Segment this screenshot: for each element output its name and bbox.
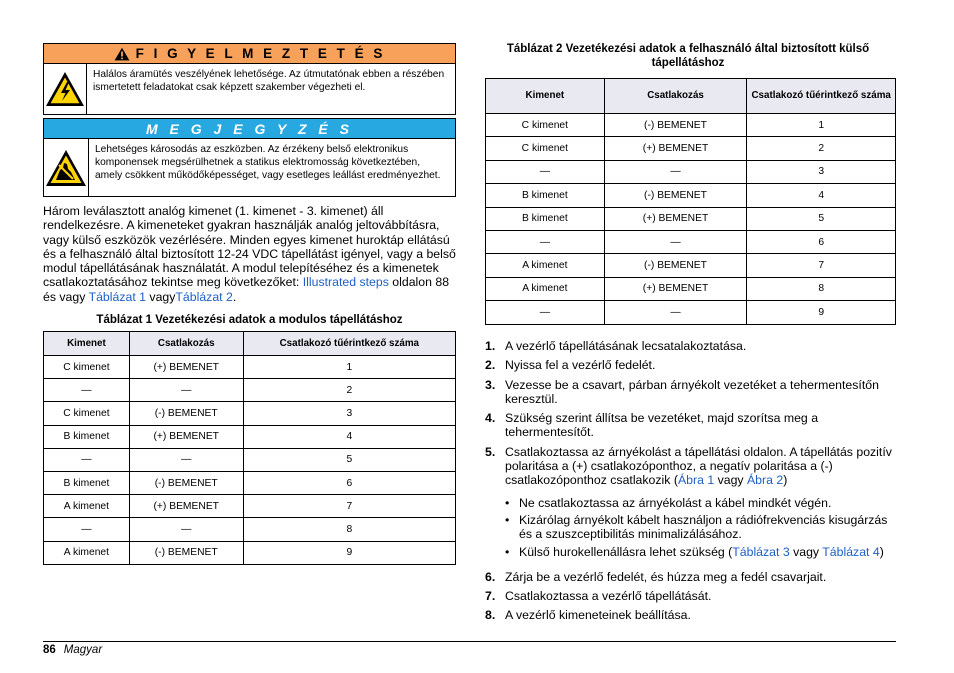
- electric-shock-icon: [44, 64, 87, 114]
- table-row: [486, 301, 896, 324]
- bullet-icon: •: [505, 512, 510, 527]
- table-cell: C kimenet: [44, 356, 130, 379]
- step-number: 4.: [485, 411, 496, 426]
- table-cell: 2: [747, 137, 896, 160]
- table-cell: (+) BEMENET: [129, 425, 243, 448]
- table-cell: 7: [243, 495, 455, 518]
- footer-divider: [43, 641, 896, 642]
- table-cell: (-) BEMENET: [129, 471, 243, 494]
- warning-triangle-icon: [114, 47, 130, 61]
- warning-title: F I G Y E L M E Z T E T É S: [135, 46, 386, 61]
- table-cell: 5: [243, 448, 455, 471]
- table-cell: (+) BEMENET: [604, 137, 747, 160]
- table-cell: (+) BEMENET: [604, 277, 747, 300]
- table-row: [44, 425, 456, 448]
- table1-link[interactable]: Táblázat 1: [88, 289, 146, 304]
- step-mid-text: vagy: [714, 473, 747, 488]
- table1-header-output: Kimenet: [44, 332, 130, 356]
- table-cell: 3: [243, 402, 455, 425]
- table-cell: 8: [243, 518, 455, 541]
- table-cell: B kimenet: [486, 184, 605, 207]
- table-cell: —: [486, 301, 605, 324]
- table-cell: (+) BEMENET: [129, 495, 243, 518]
- warning-box: [43, 43, 456, 115]
- table2-header-pin: Csatlakozó tűérintkező száma: [747, 79, 896, 114]
- step-item: [485, 378, 899, 407]
- page-footer: [43, 644, 102, 656]
- step-number: 6.: [485, 569, 496, 584]
- bullet-end: ): [879, 544, 884, 559]
- table-cell: 2: [243, 379, 455, 402]
- table-row: [486, 277, 896, 300]
- bullet-text: Kizárólag árnyékolt kábelt használjon a rádiófrekvenciás kisugárzás és a szuszceptibilitás minimalizálásához.: [519, 512, 888, 542]
- note-title: M E G J E G Y Z É S: [146, 120, 353, 137]
- table-cell: (-) BEMENET: [129, 541, 243, 564]
- table1-header-connection: Csatlakozás: [129, 332, 243, 356]
- table3-link[interactable]: Táblázat 3: [732, 544, 790, 559]
- step-text: Csatlakoztassa az árnyékolást a tápellátási oldalon. A tápellátás pozitív polaritása a (+) csatlakozóponthoz, a negatív polaritása a (-) csatlakozóponthoz csatlakozik (: [505, 444, 892, 488]
- table2-caption: Táblázat 2 Vezetékezési adatok a felhasználó által biztosított külső tápellátáshoz: [506, 43, 870, 69]
- bullet-mid: vagy: [789, 544, 823, 559]
- warning-text: Halálos áramütés veszélyének lehetősége. Az útmutatónak ebben a részében ismertetett feladatokat csak képzett szakember végezheti el.: [93, 69, 445, 94]
- table-row: [44, 518, 456, 541]
- table-cell: A kimenet: [44, 541, 130, 564]
- step-text: Csatlakoztassa a vezérlő tápellátását.: [505, 589, 712, 604]
- table1-header-pin: Csatlakozó tűérintkező száma: [243, 332, 455, 356]
- table-cell: B kimenet: [44, 425, 130, 448]
- bullet-text: Külső hurokellenállásra lehet szükség (: [519, 544, 733, 559]
- step-end-text: ): [783, 473, 788, 488]
- step-text: Vezesse be a csavart, párban árnyékolt vezetéket a tehermentesítőn keresztül.: [505, 377, 879, 406]
- table-cell: 1: [747, 114, 896, 137]
- table-row: [44, 541, 456, 564]
- table-cell: C kimenet: [486, 114, 605, 137]
- intro-end: .: [232, 289, 237, 304]
- step-text: A vezérlő kimeneteinek beállítása.: [505, 608, 691, 623]
- table-cell: —: [129, 448, 243, 471]
- step-item: [485, 589, 899, 603]
- table-row: [44, 379, 456, 402]
- table-row: [486, 114, 896, 137]
- table-row: [44, 495, 456, 518]
- table-row: [44, 356, 456, 379]
- shield-notes-list: [505, 496, 899, 559]
- footer-language: Magyar: [63, 644, 103, 656]
- table1: [43, 331, 456, 565]
- table-cell: —: [604, 230, 747, 253]
- table-cell: A kimenet: [44, 495, 130, 518]
- warning-header: [44, 44, 455, 64]
- table-cell: C kimenet: [44, 402, 130, 425]
- table-cell: 4: [747, 184, 896, 207]
- step-text: A vezérlő tápellátásának lecsatalakoztatása.: [505, 339, 747, 353]
- figure2-link[interactable]: Ábra 2: [746, 473, 784, 488]
- figure1-link[interactable]: Ábra 1: [677, 473, 715, 488]
- table2-header-connection: Csatlakozás: [604, 79, 747, 114]
- step-item: [485, 445, 899, 565]
- step-item: [485, 358, 899, 372]
- bullet-icon: •: [505, 495, 510, 510]
- table-cell: 9: [747, 301, 896, 324]
- step-item: [485, 411, 899, 440]
- table2-header-output: Kimenet: [486, 79, 605, 114]
- table-row: [486, 230, 896, 253]
- bullet-item: [505, 545, 899, 559]
- intro-text: Három leválasztott analóg kimenet (1. kimenet - 3. kimenet) áll rendelkezésre. A kimeneteket gyakran használják analóg jeltovábbításra, vagy külső eszközök vezérlésére. Minden egyes kimenet huroktáp ellátású és a felhasználó által biztosított 12-24 VDC tápellátást igényel, vagy a belső modul tápellátásának használatát. A modul telepítéséhez és a kimenetek csatlakoztatásához tekintse meg következőket:: [43, 204, 456, 290]
- table-row: [44, 402, 456, 425]
- table-cell: (+) BEMENET: [129, 356, 243, 379]
- bullet-icon: •: [505, 544, 510, 559]
- table-cell: 9: [243, 541, 455, 564]
- table-row: [486, 160, 896, 183]
- table-row: [486, 254, 896, 277]
- table-cell: (+) BEMENET: [604, 207, 747, 230]
- step-text: Nyissa fel a vezérlő fedelét.: [505, 358, 656, 373]
- table-cell: 6: [243, 471, 455, 494]
- table1-caption: Táblázat 1 Vezetékezési adatok a modulos tápellátáshoz: [96, 314, 403, 326]
- step-text: Zárja be a vezérlő fedelét, és húzza meg a fedél csavarjait.: [505, 569, 827, 584]
- step-number: 5.: [485, 444, 496, 459]
- table-cell: —: [44, 379, 130, 402]
- step-item: [485, 339, 899, 353]
- table-cell: —: [129, 379, 243, 402]
- bullet-text: Ne csatlakoztassa az árnyékolást a kábel mindkét végén.: [519, 495, 832, 510]
- note-text: Lehetséges károsodás az eszközben. Az érzékeny belső elektronikus komponensek megsérülhetnek a statikus elektromosság következtében, amely csökkent működőképességet, vagy esetleges leállást eredményezhet.: [95, 144, 441, 182]
- note-header: [44, 119, 455, 139]
- table-cell: —: [129, 518, 243, 541]
- table-cell: —: [604, 160, 747, 183]
- table-row: [44, 448, 456, 471]
- intro-paragraph: [43, 204, 458, 304]
- table-cell: 6: [747, 230, 896, 253]
- table-cell: —: [486, 160, 605, 183]
- table-cell: (-) BEMENET: [604, 114, 747, 137]
- table-cell: A kimenet: [486, 254, 605, 277]
- table-cell: B kimenet: [486, 207, 605, 230]
- table-cell: 3: [747, 160, 896, 183]
- page-number: 86: [43, 644, 56, 656]
- table-cell: 5: [747, 207, 896, 230]
- table-cell: (-) BEMENET: [604, 254, 747, 277]
- table-cell: —: [486, 230, 605, 253]
- table-row: [486, 137, 896, 160]
- table4-link[interactable]: Táblázat 4: [822, 544, 880, 559]
- bullet-item: [505, 513, 899, 542]
- steps-list: [485, 339, 899, 628]
- table-cell: 7: [747, 254, 896, 277]
- table-row: [486, 184, 896, 207]
- step-text: Szükség szerint állítsa be vezetéket, majd szorítsa meg a tehermentesítőt.: [505, 411, 819, 440]
- table-cell: 8: [747, 277, 896, 300]
- table-cell: 4: [243, 425, 455, 448]
- step-number: 8.: [485, 608, 496, 623]
- table-cell: (-) BEMENET: [604, 184, 747, 207]
- intro-mid-text: oldalon 88 és vagy: [43, 275, 450, 304]
- table-cell: A kimenet: [486, 277, 605, 300]
- table-cell: B kimenet: [44, 471, 130, 494]
- step-number: 1.: [485, 339, 496, 353]
- esd-warning-icon: [44, 139, 89, 196]
- table-cell: 1: [243, 356, 455, 379]
- intro-mid-text-2: vagy: [146, 289, 176, 304]
- table-row: [486, 207, 896, 230]
- step-number: 2.: [485, 358, 496, 373]
- table-cell: (-) BEMENET: [129, 402, 243, 425]
- bullet-item: [505, 496, 899, 510]
- table2: [485, 78, 896, 325]
- table2-link[interactable]: Táblázat 2: [175, 289, 233, 304]
- step-item: [485, 570, 899, 584]
- table-row: [44, 471, 456, 494]
- note-box: [43, 118, 456, 197]
- table-cell: —: [44, 518, 130, 541]
- step-number: 3.: [485, 377, 496, 392]
- step-item: [485, 608, 899, 622]
- table-cell: —: [44, 448, 130, 471]
- illustrated-steps-link[interactable]: Illustrated steps: [302, 275, 389, 290]
- table-cell: —: [604, 301, 747, 324]
- step-number: 7.: [485, 589, 496, 604]
- table-cell: C kimenet: [486, 137, 605, 160]
